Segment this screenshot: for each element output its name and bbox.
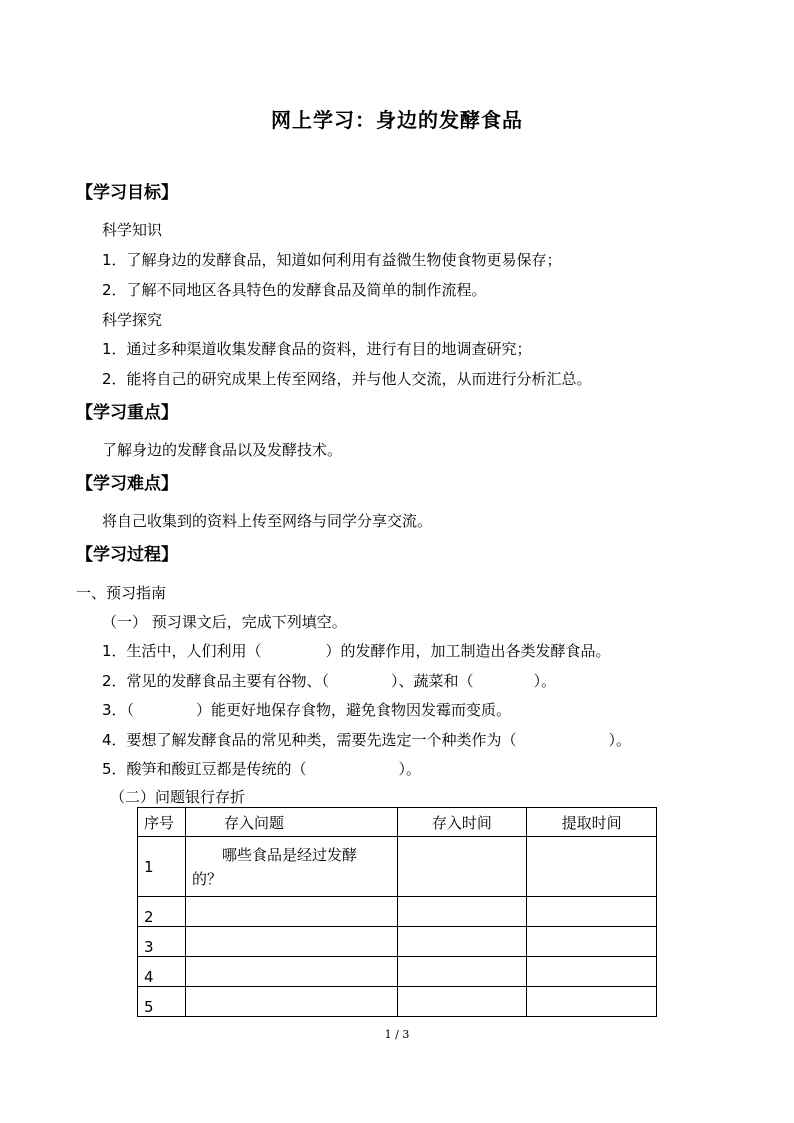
- fill-item-4: 4．要想了解发酵食品的常见种类，需要先选定一个种类作为（ ）。: [102, 731, 632, 749]
- difficulty-text: 将自己收集到的资料上传至网络与同学分享交流。: [102, 512, 433, 530]
- table-row: [138, 957, 657, 987]
- fill-item-2: 2．常见的发酵食品主要有谷物、（ ）、蔬菜和（ ）。: [102, 672, 557, 690]
- header-withdraw-time: 提取时间: [527, 808, 657, 837]
- question-bank-table: [137, 807, 657, 1017]
- heading-goals: 【学习目标】: [76, 183, 178, 203]
- cell-no: 5: [138, 987, 186, 1017]
- cell-withdraw-time[interactable]: [527, 927, 657, 957]
- cell-question[interactable]: [185, 987, 397, 1017]
- page-title: 网上学习：身边的发酵食品: [271, 108, 523, 132]
- sub2-title: （二）问题银行存折: [110, 788, 246, 806]
- cell-withdraw-time[interactable]: [527, 897, 657, 927]
- cell-deposit-time[interactable]: [397, 987, 527, 1017]
- cell-no: 3: [138, 927, 186, 957]
- heading-key-point: 【学习重点】: [76, 403, 178, 423]
- header-deposit-time: 存入时间: [397, 808, 527, 837]
- knowledge-item-1: 1．了解身边的发酵食品，知道如何利用有益微生物使食物更易保存；: [102, 251, 562, 269]
- cell-deposit-time[interactable]: [397, 927, 527, 957]
- table-header-row: [138, 808, 657, 837]
- cell-withdraw-time[interactable]: [527, 837, 657, 897]
- key-point-text: 了解身边的发酵食品以及发酵技术。: [102, 441, 343, 459]
- table-row: [138, 837, 657, 897]
- inquiry-item-1: 1．通过多种渠道收集发酵食品的资料，进行有目的地调查研究；: [102, 340, 532, 358]
- cell-deposit-time[interactable]: [397, 897, 527, 927]
- fill-item-1: 1．生活中，人们利用（ ）的发酵作用，加工制造出各类发酵食品。: [102, 642, 611, 660]
- cell-withdraw-time[interactable]: [527, 987, 657, 1017]
- cell-question[interactable]: [185, 927, 397, 957]
- fill-item-5: 5．酸笋和酸豇豆都是传统的（ ）。: [102, 760, 422, 778]
- table-row: [138, 897, 657, 927]
- cell-deposit-time[interactable]: [397, 837, 527, 897]
- fill-item-3: 3．（ ）能更好地保存食物，避免食物因发霉而变质。: [102, 701, 512, 719]
- cell-no: 4: [138, 957, 186, 987]
- inquiry-item-2: 2．能将自己的研究成果上传至网络，并与他人交流，从而进行分析汇总。: [102, 370, 592, 388]
- knowledge-label: 科学知识: [102, 221, 163, 239]
- table-row: [138, 927, 657, 957]
- cell-no: 1: [138, 837, 186, 897]
- inquiry-label: 科学探究: [102, 311, 163, 329]
- cell-no: 2: [138, 897, 186, 927]
- cell-question[interactable]: 哪些食品是经过发酵 的？: [185, 837, 397, 897]
- cell-question[interactable]: [185, 897, 397, 927]
- heading-process: 【学习过程】: [76, 545, 178, 565]
- heading-difficulty: 【学习难点】: [76, 474, 178, 494]
- header-no: 序号: [138, 808, 186, 837]
- page-number: 1 / 3: [384, 1028, 410, 1041]
- cell-withdraw-time[interactable]: [527, 957, 657, 987]
- knowledge-item-2: 2．了解不同地区各具特色的发酵食品及简单的制作流程。: [102, 281, 487, 299]
- part1-title: 一、预习指南: [76, 584, 167, 602]
- cell-question[interactable]: [185, 957, 397, 987]
- header-question: 存入问题: [185, 808, 397, 837]
- sub1-title: （一） 预习课文后，完成下列填空。: [102, 613, 347, 631]
- cell-deposit-time[interactable]: [397, 957, 527, 987]
- table-row: [138, 987, 657, 1017]
